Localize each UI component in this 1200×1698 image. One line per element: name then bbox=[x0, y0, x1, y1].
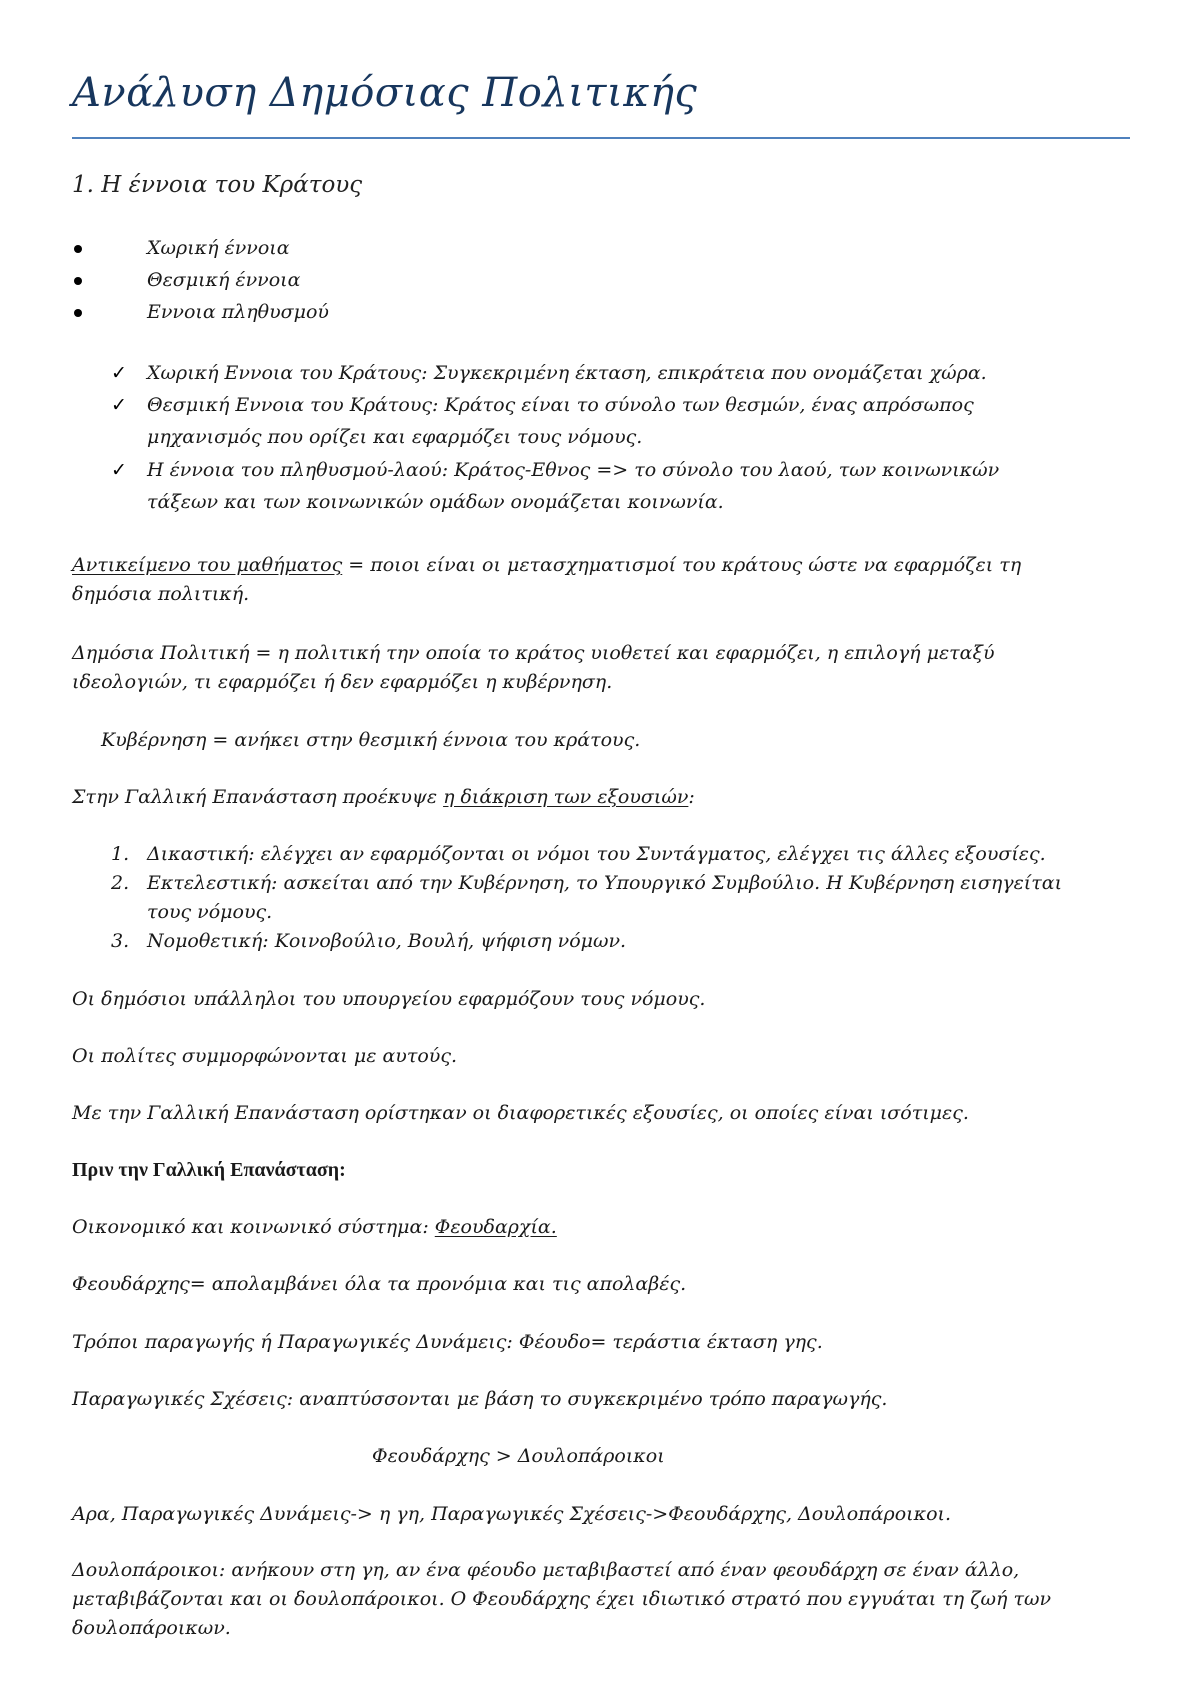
numbered-item: Νομοθετική: Κοινοβούλιο, Βουλή, ψήφιση νόμων. bbox=[147, 930, 627, 952]
production-relations-paragraph: Παραγωγικές Σχέσεις: αναπτύσσονται με βάση το συγκεκριμένο τρόπο παραγωγής. bbox=[72, 1388, 888, 1410]
document-title: Ανάλυση Δημόσιας Πολιτικής bbox=[72, 70, 698, 116]
checkmark-icon: ✓ bbox=[111, 459, 127, 481]
bullet-item: Θεσμική έννοια bbox=[147, 269, 301, 291]
course-object-paragraph bbox=[72, 551, 1021, 579]
list-number: 3. bbox=[111, 930, 130, 952]
public-policy-continuation: ιδεολογιών, τι εφαρμόζει ή δεν εφαρμόζει η κυβέρνηση. bbox=[72, 671, 613, 693]
serfs-paragraph-continuation: μεταβιβάζονται και οι δουλοπάροικοι. Ο Φεουδάρχης έχει ιδιωτικό στρατό που εγγυάται τη ζωή των bbox=[72, 1588, 1052, 1610]
list-number: 2. bbox=[111, 872, 130, 894]
numbered-item: Εκτελεστική: ασκείται από την Κυβέρνηση, το Υπουργικό Συμβούλιο. Η Κυβέρνηση εισηγείται bbox=[147, 872, 1063, 894]
public-policy-paragraph: Δημόσια Πολιτική = η πολιτική την οποία το κράτος υιοθετεί και εφαρμόζει, η επιλογή μεταξύ bbox=[72, 642, 995, 664]
therefore-paragraph: Αρα, Παραγωγικές Δυνάμεις-> η γη, Παραγωγικές Σχέσεις->Φεουδάρχης, Δουλοπάροικοι. bbox=[72, 1503, 952, 1525]
numbered-item-continuation: τους νόμους. bbox=[147, 901, 273, 923]
before-revolution-heading: Πριν την Γαλλική Επανάσταση: bbox=[72, 1159, 346, 1181]
course-object-term: Αντικείμενο του μαθήματος bbox=[72, 554, 343, 576]
bullet-icon bbox=[74, 245, 82, 253]
powers-paragraph: Με την Γαλλική Επανάσταση ορίστηκαν οι διαφορετικές εξουσίες, οι οποίες είναι ισότιμες. bbox=[72, 1102, 969, 1124]
list-number: 1. bbox=[111, 843, 130, 865]
checkmark-icon: ✓ bbox=[111, 394, 127, 416]
intro-prefix: Στην Γαλλική Επανάσταση προέκυψε bbox=[72, 786, 444, 808]
economic-system-paragraph bbox=[72, 1213, 557, 1241]
checkmark-icon: ✓ bbox=[111, 362, 127, 384]
separation-of-powers-term: η διάκριση των εξουσιών bbox=[443, 786, 689, 808]
bullet-item: Χωρική έννοια bbox=[147, 237, 290, 259]
intro-suffix: : bbox=[688, 786, 695, 808]
check-item: Χωρική Εννοια του Κράτους: Συγκεκριμένη έκταση, επικράτεια που ονομάζεται χώρα. bbox=[147, 362, 987, 384]
bullet-icon bbox=[74, 277, 82, 285]
civil-servants-paragraph: Οι δημόσιοι υπάλληλοι του υπουργείου εφαρμόζουν τους νόμους. bbox=[72, 988, 706, 1010]
economic-system-label: Οικονομικό και κοινωνικό σύστημα: bbox=[72, 1216, 435, 1238]
bullet-item: Εννοια πληθυσμού bbox=[147, 301, 329, 323]
numbered-item: Δικαστική: ελέγχει αν εφαρμόζονται οι νόμοι του Συντάγματος, ελέγχει τις άλλες εξουσίες. bbox=[147, 843, 1046, 865]
hierarchy-line: Φεουδάρχης > Δουλοπάροικοι bbox=[372, 1445, 665, 1467]
title-underline-rule bbox=[72, 137, 1130, 139]
feudal-lord-paragraph: Φεουδάρχης= απολαμβάνει όλα τα προνόμια και τις απολαβές. bbox=[72, 1273, 687, 1295]
feudalism-term: Φεουδαρχία. bbox=[434, 1216, 557, 1238]
check-item-continuation: μηχανισμός που ορίζει και εφαρμόζει τους νόμους. bbox=[147, 426, 643, 448]
check-item: Η έννοια του πληθυσμού-λαού: Κράτος-Εθνος => το σύνολο του λαού, των κοινωνικών bbox=[147, 459, 1000, 481]
section-heading: 1. Η έννοια του Κράτους bbox=[72, 172, 363, 198]
serfs-paragraph: Δουλοπάροικοι: ανήκουν στη γη, αν ένα φέουδο μεταβιβαστεί από έναν φεουδάρχη σε έναν άλλο, bbox=[72, 1559, 1020, 1581]
check-item: Θεσμική Εννοια του Κράτους: Κράτος είναι το σύνολο των θεσμών, ένας απρόσωπος bbox=[147, 394, 974, 416]
check-item-continuation: τάξεων και των κοινωνικών ομάδων ονομάζεται κοινωνία. bbox=[147, 491, 724, 513]
course-object-continuation: δημόσια πολιτική. bbox=[72, 583, 250, 605]
serfs-paragraph-continuation: δουλοπάροικων. bbox=[72, 1617, 231, 1639]
course-object-definition: = ποιοι είναι οι μετασχηματισμοί του κράτους ώστε να εφαρμόζει τη bbox=[342, 554, 1022, 576]
production-modes-paragraph: Τρόποι παραγωγής ή Παραγωγικές Δυνάμεις: Φέουδο= τεράστια έκταση γης. bbox=[72, 1331, 823, 1353]
government-definition: Κυβέρνηση = ανήκει στην θεσμική έννοια του κράτους. bbox=[101, 729, 641, 751]
bullet-icon bbox=[74, 309, 82, 317]
separation-of-powers-intro bbox=[72, 783, 695, 811]
citizens-paragraph: Οι πολίτες συμμορφώνονται με αυτούς. bbox=[72, 1045, 458, 1067]
